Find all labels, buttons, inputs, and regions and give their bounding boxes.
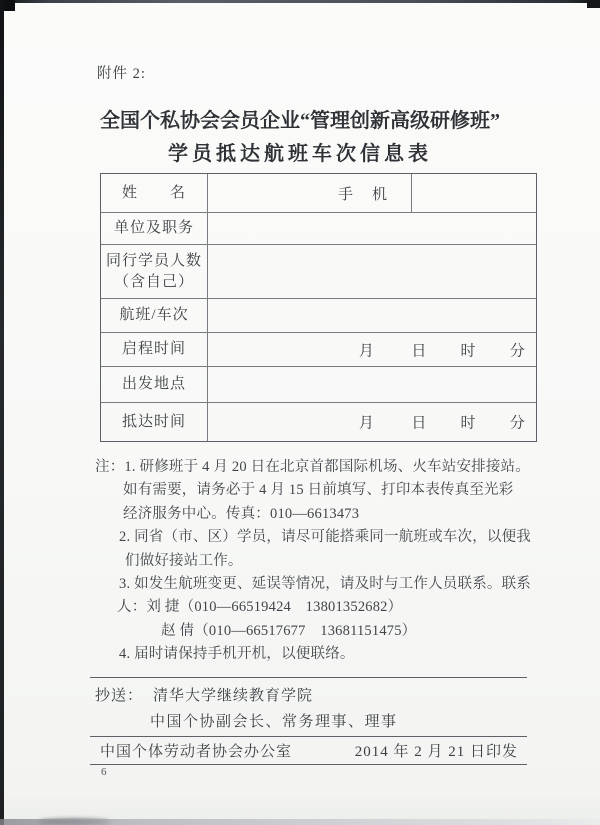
companions-value-cell xyxy=(208,245,536,298)
month-unit: 月 xyxy=(358,343,374,359)
table-row-departure-time xyxy=(101,332,536,366)
table-row-flight-train xyxy=(101,298,536,332)
note-line: 3. 如发生航班变更、延误等情况，请及时与工作人员联系。联系 xyxy=(119,576,531,593)
note-line: 如有需要，请务必于 4 月 15 日前填写、打印本表传真至光彩 xyxy=(123,482,514,499)
hour-unit: 时 xyxy=(460,343,476,359)
month-unit: 月 xyxy=(358,415,374,432)
note-line: 经济服务中心。传真：010—6613473 xyxy=(123,505,360,522)
footer-divider-middle xyxy=(90,736,527,737)
note-line: 2. 同省（市、区）学员，请尽可能搭乘同一航班或车次，以便我 xyxy=(119,529,531,546)
flight-train-label: 航班/车次 xyxy=(101,299,208,332)
mobile-value-cell xyxy=(412,174,536,212)
departure-place-label: 出发地点 xyxy=(101,367,208,402)
departure-time-value-cell xyxy=(208,333,536,366)
note-line: 赵 倩（010—66517677 13681151475） xyxy=(161,622,417,639)
note-line: 注：1. 研修班于 4 月 20 日在北京首都国际机场、火车站安排接站。 xyxy=(95,459,530,475)
note-line: 们做好接站工作。 xyxy=(125,552,243,569)
mobile-label: 手 机 xyxy=(337,186,389,203)
note-line: 人：刘 捷（010—66519424 13801352682） xyxy=(117,599,403,616)
table-row-departure-place xyxy=(101,366,536,402)
cc-recipient-2: 中国个协副会长、常务理事、理事 xyxy=(150,714,398,730)
footer-divider-bottom xyxy=(90,764,527,765)
scan-edge-bottom xyxy=(0,819,600,825)
notes-section xyxy=(95,456,550,667)
attachment-label: 附件 2: xyxy=(97,66,146,82)
table-row-arrival-time xyxy=(101,402,536,441)
info-table xyxy=(100,173,537,442)
arrival-time-label: 抵达时间 xyxy=(101,403,208,441)
departure-time-label: 启程时间 xyxy=(101,333,208,366)
day-unit: 日 xyxy=(411,415,427,432)
document-title-line1: 全国个私协会会员企业“管理创新高级研修班” xyxy=(100,110,500,132)
cc-label: 抄送： xyxy=(95,688,144,704)
unit-title-label: 单位及职务 xyxy=(101,213,208,244)
scan-corner-top-right xyxy=(587,0,600,8)
companions-label: 同行学员人数 （含自己） xyxy=(101,245,208,298)
footer-divider-top xyxy=(90,677,527,678)
name-label: 姓 名 xyxy=(101,174,208,212)
unit-title-value-cell xyxy=(208,213,536,244)
hour-unit: 时 xyxy=(460,415,476,432)
table-row-unit-title xyxy=(101,212,536,244)
minute-unit: 分 xyxy=(509,343,525,359)
table-row-companions xyxy=(101,244,536,298)
note-line: 4. 届时请保持手机开机，以便联络。 xyxy=(119,646,355,663)
day-unit: 日 xyxy=(411,343,427,359)
scan-edge-top xyxy=(0,0,600,3)
document-title-line2: 学员抵达航班车次信息表 xyxy=(168,143,432,165)
departure-place-value-cell xyxy=(208,367,536,402)
table-row-name xyxy=(101,174,536,212)
cc-line-1 xyxy=(95,684,313,705)
cc-recipient-1: 清华大学继续教育学院 xyxy=(153,688,314,704)
page-number: 6 xyxy=(101,766,107,778)
minute-unit: 分 xyxy=(509,415,525,432)
issuer-row xyxy=(100,740,518,761)
flight-train-value-cell xyxy=(208,299,536,332)
issuer-name: 中国个体劳动者协会办公室 xyxy=(100,744,293,760)
arrival-time-value-cell xyxy=(208,403,536,441)
issue-date: 2014 年 2 月 21 日印发 xyxy=(354,744,518,760)
name-value-cell xyxy=(208,174,412,212)
